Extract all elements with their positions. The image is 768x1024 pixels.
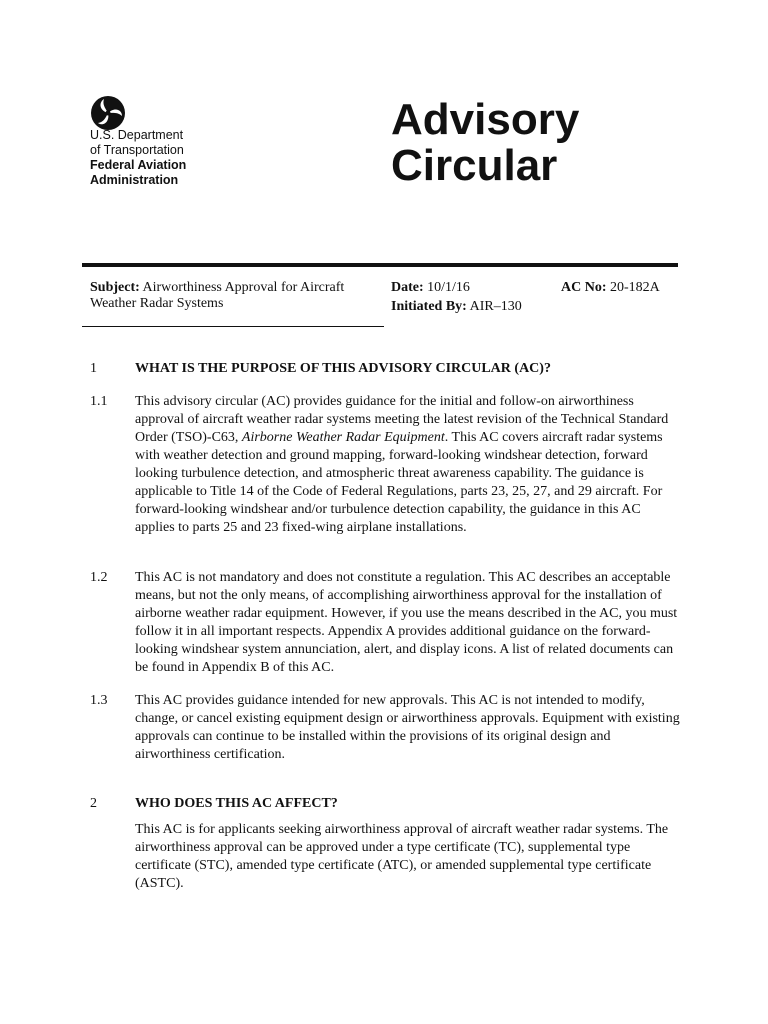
section-number: 1 xyxy=(90,361,97,376)
paragraph-text-part: . This AC covers aircraft radar systems with weather detection and ground mapping, forward-looking windshear detection, forward looking turbulence detection, and atmospheric threat awareness capability. The guidance is applicable to Title 14 of the Code of Federal Regulations, parts 23, 25, 27, and 29 aircraft. For forward-looking windshear and/or turbulence detection capability, the guidance in this AC applies to parts 25 and 23 fixed-wing airplane installations. xyxy=(135,430,663,535)
subject-text: Airworthiness Approval for Aircraft Weather Radar Systems xyxy=(90,280,345,311)
date-label: Date: xyxy=(391,280,424,295)
date-block xyxy=(391,280,470,296)
agency-line: Administration xyxy=(90,173,179,187)
initiated-value: AIR–130 xyxy=(469,299,522,314)
title-line: Circular xyxy=(391,141,558,190)
tso-title: Airborne Weather Radar Equipment xyxy=(241,430,445,445)
section-title: WHAT IS THE PURPOSE OF THIS ADVISORY CIRCULAR (AC)? xyxy=(135,361,551,376)
agency-line: Federal Aviation xyxy=(90,158,187,172)
paragraph-number: 1.2 xyxy=(90,570,108,585)
ac-number-block xyxy=(561,280,660,296)
subject-underline xyxy=(82,326,384,327)
ac-number-label: AC No: xyxy=(561,280,607,295)
date-value: 10/1/16 xyxy=(427,280,470,295)
paragraph-text xyxy=(135,393,680,537)
paragraph-1-3 xyxy=(90,692,680,764)
document-title xyxy=(391,97,579,189)
agency-line: U.S. Department xyxy=(90,128,184,142)
paragraph-text: This AC provides guidance intended for new approvals. This AC is not intended to modify, change, or cancel existing equipment design or airworthiness approvals. Equipment with existing approvals can continue to be installed within the provisions of its original design and airworthiness certification. xyxy=(135,693,680,762)
section-title: WHO DOES THIS AC AFFECT? xyxy=(135,796,338,811)
initiated-label: Initiated By: xyxy=(391,299,467,314)
subject-block xyxy=(90,280,360,312)
paragraph-text: This AC is not mandatory and does not constitute a regulation. This AC describes an acceptable means, but not the only means, of accomplishing airworthiness approval for the installation of airborne weather radar equipment. However, if you use the means described in the AC, you must follow it in all important respects. Appendix A provides additional guidance on the forward-looking windshear system annunciation, alert, and display icons. A list of related documents can be found in Appendix B of this AC. xyxy=(135,570,678,675)
paragraph-text-part: This advisory circular (AC) provides guidance for the initial and follow-on airworthiness approval of aircraft weather radar systems meeting the latest revision of the Technical Standard Order (TSO)-C63, xyxy=(135,394,669,445)
paragraph-number: 1.1 xyxy=(90,394,108,409)
section-2-heading xyxy=(90,795,680,813)
header-divider xyxy=(82,263,678,267)
section-1-heading xyxy=(90,360,680,378)
dot-logo-icon xyxy=(90,95,126,131)
paragraph-text: This AC is for applicants seeking airworthiness approval of aircraft weather radar systems. The airworthiness approval can be approved under a type certificate (TC), supplemental type certificate (STC), amended type certificate (ATC), or amended supplemental type certificate (ASTC). xyxy=(135,822,669,891)
paragraph-2 xyxy=(90,821,680,893)
subject-label: Subject: xyxy=(90,280,140,295)
agency-name xyxy=(90,128,186,188)
initiated-by-block xyxy=(391,299,522,315)
agency-line: of Transportation xyxy=(90,143,184,157)
paragraph-number: 1.3 xyxy=(90,693,108,708)
paragraph-1-1 xyxy=(90,393,680,537)
ac-number-value: 20-182A xyxy=(610,280,660,295)
section-number: 2 xyxy=(90,796,97,811)
title-line: Advisory xyxy=(391,95,580,144)
paragraph-1-2 xyxy=(90,569,680,677)
